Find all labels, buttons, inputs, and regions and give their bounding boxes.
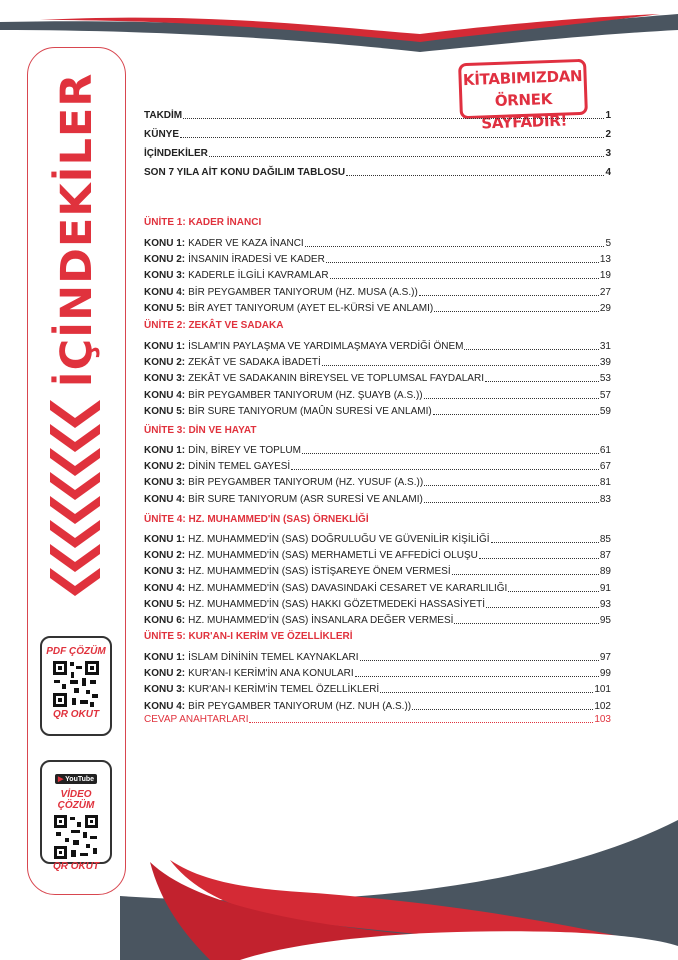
topic-entry[interactable] (144, 252, 611, 266)
leader-dots (434, 310, 599, 312)
front-matter-entry[interactable] (144, 165, 611, 179)
entry-title: İSLAM'IN PAYLAŞMA VE YARDIMLAŞMAYA VERDİĞİ ÖNEM (188, 341, 464, 352)
leader-dots (486, 606, 599, 608)
page-number: 93 (599, 598, 611, 610)
page-number: 39 (599, 357, 611, 369)
sidebar-title: İÇİNDEKİLER (52, 72, 102, 388)
leader-dots (454, 622, 598, 624)
entry-title: BİR SURE TANIYORUM (ASR SURESİ VE ANLAMI) (188, 493, 423, 505)
leader-dots (433, 413, 599, 415)
entry-title: DİNİN TEMEL GAYESİ (188, 461, 291, 473)
topic-key: KONU 3: (144, 477, 186, 489)
leader-dots (305, 245, 605, 247)
entry-title: ZEKÂT VE SADAKA İBADETİ (188, 357, 321, 369)
leader-dots (355, 675, 599, 677)
topic-entry[interactable] (144, 581, 611, 595)
topic-entry[interactable] (144, 597, 611, 611)
leader-dots (360, 659, 599, 661)
topic-key: KONU 2: (144, 550, 186, 562)
topic-entry[interactable] (144, 459, 611, 473)
video-cta: QR OKUT (52, 861, 100, 872)
qr-code-icon (52, 660, 100, 708)
topic-entry[interactable] (144, 682, 611, 696)
page-number: 99 (599, 668, 611, 680)
leader-dots (380, 691, 593, 693)
page-number: 2 (605, 129, 611, 140)
entry-title: BİR PEYGAMBER TANIYORUM (HZ. MUSA (A.S.)) (188, 286, 418, 298)
page-number: 87 (599, 550, 611, 562)
page-number: 5 (605, 238, 611, 249)
topic-key: KONU 3: (144, 270, 186, 282)
leader-dots (322, 364, 599, 366)
topic-entry[interactable] (144, 443, 611, 457)
entry-title: HZ. MUHAMMED'İN (SAS) HAKKI GÖZETMEDEKİ HASSASİYETİ (188, 598, 486, 610)
page-number: 31 (599, 341, 611, 352)
page-number: 97 (599, 652, 611, 663)
page-number: 89 (599, 566, 611, 578)
topic-key: KONU 2: (144, 254, 186, 266)
topic-key: KONU 3: (144, 566, 186, 578)
leader-dots (424, 397, 599, 399)
unit-heading: ÜNİTE 3: DİN VE HAYAT (144, 425, 257, 436)
entry-title: ZEKÂT VE SADAKANIN BİREYSEL VE TOPLUMSAL FAYDALARI (188, 373, 484, 385)
leader-dots (209, 155, 605, 157)
topic-entry[interactable] (144, 564, 611, 578)
page-number: 19 (599, 270, 611, 282)
topic-entry[interactable] (144, 650, 611, 664)
topic-key: KONU 3: (144, 684, 186, 696)
pdf-qr-card[interactable] (40, 636, 112, 736)
topic-entry[interactable] (144, 475, 611, 489)
qr-code-icon (53, 814, 99, 860)
topic-entry[interactable] (144, 492, 611, 506)
front-matter-entry[interactable] (144, 127, 611, 141)
page-number: 81 (599, 477, 611, 489)
entry-title: KADER VE KAZA İNANCI (188, 238, 304, 249)
topic-key: KONU 6: (144, 615, 186, 626)
page-number: 95 (599, 615, 611, 626)
unit-heading: ÜNİTE 2: ZEKÂT VE SADAKA (144, 320, 284, 331)
topic-key: KONU 1: (144, 445, 186, 456)
topic-key: KONU 3: (144, 373, 186, 385)
topic-key: KONU 2: (144, 357, 186, 369)
leader-dots (424, 484, 599, 486)
entry-title: İSLAM DİNİNİN TEMEL KAYNAKLARI (188, 652, 359, 663)
topic-entry[interactable] (144, 613, 611, 627)
entry-title: İNSANIN İRADESİ VE KADER (188, 254, 325, 266)
topic-entry[interactable] (144, 699, 611, 713)
page-number: 101 (594, 684, 611, 696)
topic-entry[interactable] (144, 355, 611, 369)
page-number: 83 (599, 493, 611, 505)
page-number: 85 (599, 534, 611, 545)
leader-dots (180, 136, 604, 138)
page-number: 61 (599, 445, 611, 456)
entry-title: HZ. MUHAMMED'İN (SAS) MERHAMETLİ VE AFFEDİCİ OLUŞU (188, 550, 478, 562)
page-number: 91 (599, 582, 611, 594)
youtube-icon: ▶ YouTube (55, 774, 97, 784)
table-of-contents (144, 0, 611, 960)
topic-entry[interactable] (144, 404, 611, 418)
topic-key: KONU 4: (144, 286, 186, 298)
answer-keys-entry[interactable] (144, 712, 611, 726)
entry-title: HZ. MUHAMMED'İN (SAS) DAVASINDAKİ CESARET VE KARARLILIĞI (188, 582, 508, 594)
entry-title: HZ. MUHAMMED'İN (SAS) DOĞRULUĞU VE GÜVENİLİR KİŞİLİĞİ (188, 534, 490, 545)
topic-key: KONU 5: (144, 405, 186, 417)
page-number: 102 (594, 700, 611, 712)
topic-entry[interactable] (144, 268, 611, 282)
leader-dots (326, 261, 599, 263)
unit-heading: ÜNİTE 5: KUR'AN-I KERİM VE ÖZELLİKLERİ (144, 631, 353, 642)
entry-title: TAKDİM (144, 110, 183, 121)
page-number: 4 (605, 167, 611, 178)
chevrons-decoration (45, 400, 105, 605)
page-number: 3 (605, 148, 611, 159)
leader-dots (291, 468, 599, 470)
topic-entry[interactable] (144, 388, 611, 402)
entry-title: HZ. MUHAMMED'İN (SAS) İNSANLARA DEĞER VERMESİ (188, 615, 454, 626)
leader-dots (479, 557, 599, 559)
entry-title: BİR AYET TANIYORUM (AYET EL-KÜRSİ VE ANLAMI) (188, 302, 434, 314)
topic-key: KONU 2: (144, 668, 186, 680)
leader-dots (412, 708, 593, 710)
page-number: 57 (599, 389, 611, 401)
entry-title: DİN, BİREY VE TOPLUM (188, 445, 301, 456)
entry-title: BİR PEYGAMBER TANIYORUM (HZ. YUSUF (A.S.)) (188, 477, 424, 489)
page-number: 53 (599, 373, 611, 385)
pdf-cta: QR OKUT (52, 709, 100, 720)
leader-dots (330, 277, 599, 279)
page-number: 1 (605, 110, 611, 121)
topic-entry[interactable] (144, 666, 611, 680)
topic-key: KONU 1: (144, 652, 186, 663)
leader-dots (424, 501, 599, 503)
topic-key: KONU 5: (144, 302, 186, 314)
entry-title: BİR PEYGAMBER TANIYORUM (HZ. ŞUAYB (A.S.)) (188, 389, 423, 401)
topic-entry[interactable] (144, 548, 611, 562)
entry-title: KUR'AN-I KERİM'İN ANA KONULARI (188, 668, 354, 680)
topic-key: KONU 5: (144, 598, 186, 610)
topic-entry[interactable] (144, 532, 611, 546)
leader-dots (464, 348, 598, 350)
entry-title: KADERLE İLGİLİ KAVRAMLAR (188, 270, 329, 282)
leader-dots (491, 541, 599, 543)
leader-dots (346, 174, 604, 176)
page-number: 29 (599, 302, 611, 314)
unit-heading: ÜNİTE 4: HZ. MUHAMMED'İN (SAS) ÖRNEKLİĞİ (144, 514, 369, 525)
topic-key: KONU 4: (144, 582, 186, 594)
topic-key: KONU 4: (144, 700, 186, 712)
topic-entry[interactable] (144, 236, 611, 250)
unit-heading: ÜNİTE 1: KADER İNANCI (144, 217, 262, 228)
topic-entry[interactable] (144, 301, 611, 315)
leader-dots (183, 117, 604, 119)
topic-entry[interactable] (144, 371, 611, 385)
front-matter-entry[interactable] (144, 108, 611, 122)
sample-page-stamp: KİTABIMIZDAN ÖRNEK SAYFADIR! (458, 59, 588, 119)
leader-dots (452, 573, 599, 575)
entry-title: BİR PEYGAMBER TANIYORUM (HZ. NUH (A.S.)) (188, 700, 412, 712)
topic-entry[interactable] (144, 339, 611, 353)
entry-title: BİR SURE TANIYORUM (MAÛN SURESİ VE ANLAMI) (188, 405, 432, 417)
page-number: 13 (599, 254, 611, 266)
video-qr-card[interactable] (40, 760, 112, 872)
topic-entry[interactable] (144, 285, 611, 299)
leader-dots (508, 590, 599, 592)
front-matter-entry[interactable] (144, 146, 611, 160)
topic-key: KONU 1: (144, 341, 186, 352)
entry-title: KUR'AN-I KERİM'İN TEMEL ÖZELLİKLERİ (188, 684, 380, 696)
entry-title: HZ. MUHAMMED'İN (SAS) İSTİŞAREYE ÖNEM VERMESİ (188, 566, 451, 578)
leader-dots (302, 452, 599, 454)
topic-key: KONU 4: (144, 389, 186, 401)
leader-dots (485, 380, 599, 382)
topic-key: KONU 1: (144, 534, 186, 545)
pdf-label: PDF ÇÖZÜM (46, 646, 106, 657)
page-number: 67 (599, 461, 611, 473)
entry-title: İÇİNDEKİLER (144, 148, 208, 159)
video-label: VİDEO ÇÖZÜM (57, 789, 95, 811)
topic-key: KONU 1: (144, 238, 186, 249)
leader-dots (249, 721, 593, 723)
page-number: 59 (599, 405, 611, 417)
page-number: 27 (599, 286, 611, 298)
page-number: 103 (594, 714, 611, 725)
entry-title: SON 7 YILA AİT KONU DAĞILIM TABLOSU (144, 167, 346, 178)
entry-title: CEVAP ANAHTARLARI (144, 714, 249, 725)
topic-key: KONU 2: (144, 461, 186, 473)
topic-key: KONU 4: (144, 493, 186, 505)
leader-dots (419, 294, 599, 296)
entry-title: KÜNYE (144, 129, 180, 140)
